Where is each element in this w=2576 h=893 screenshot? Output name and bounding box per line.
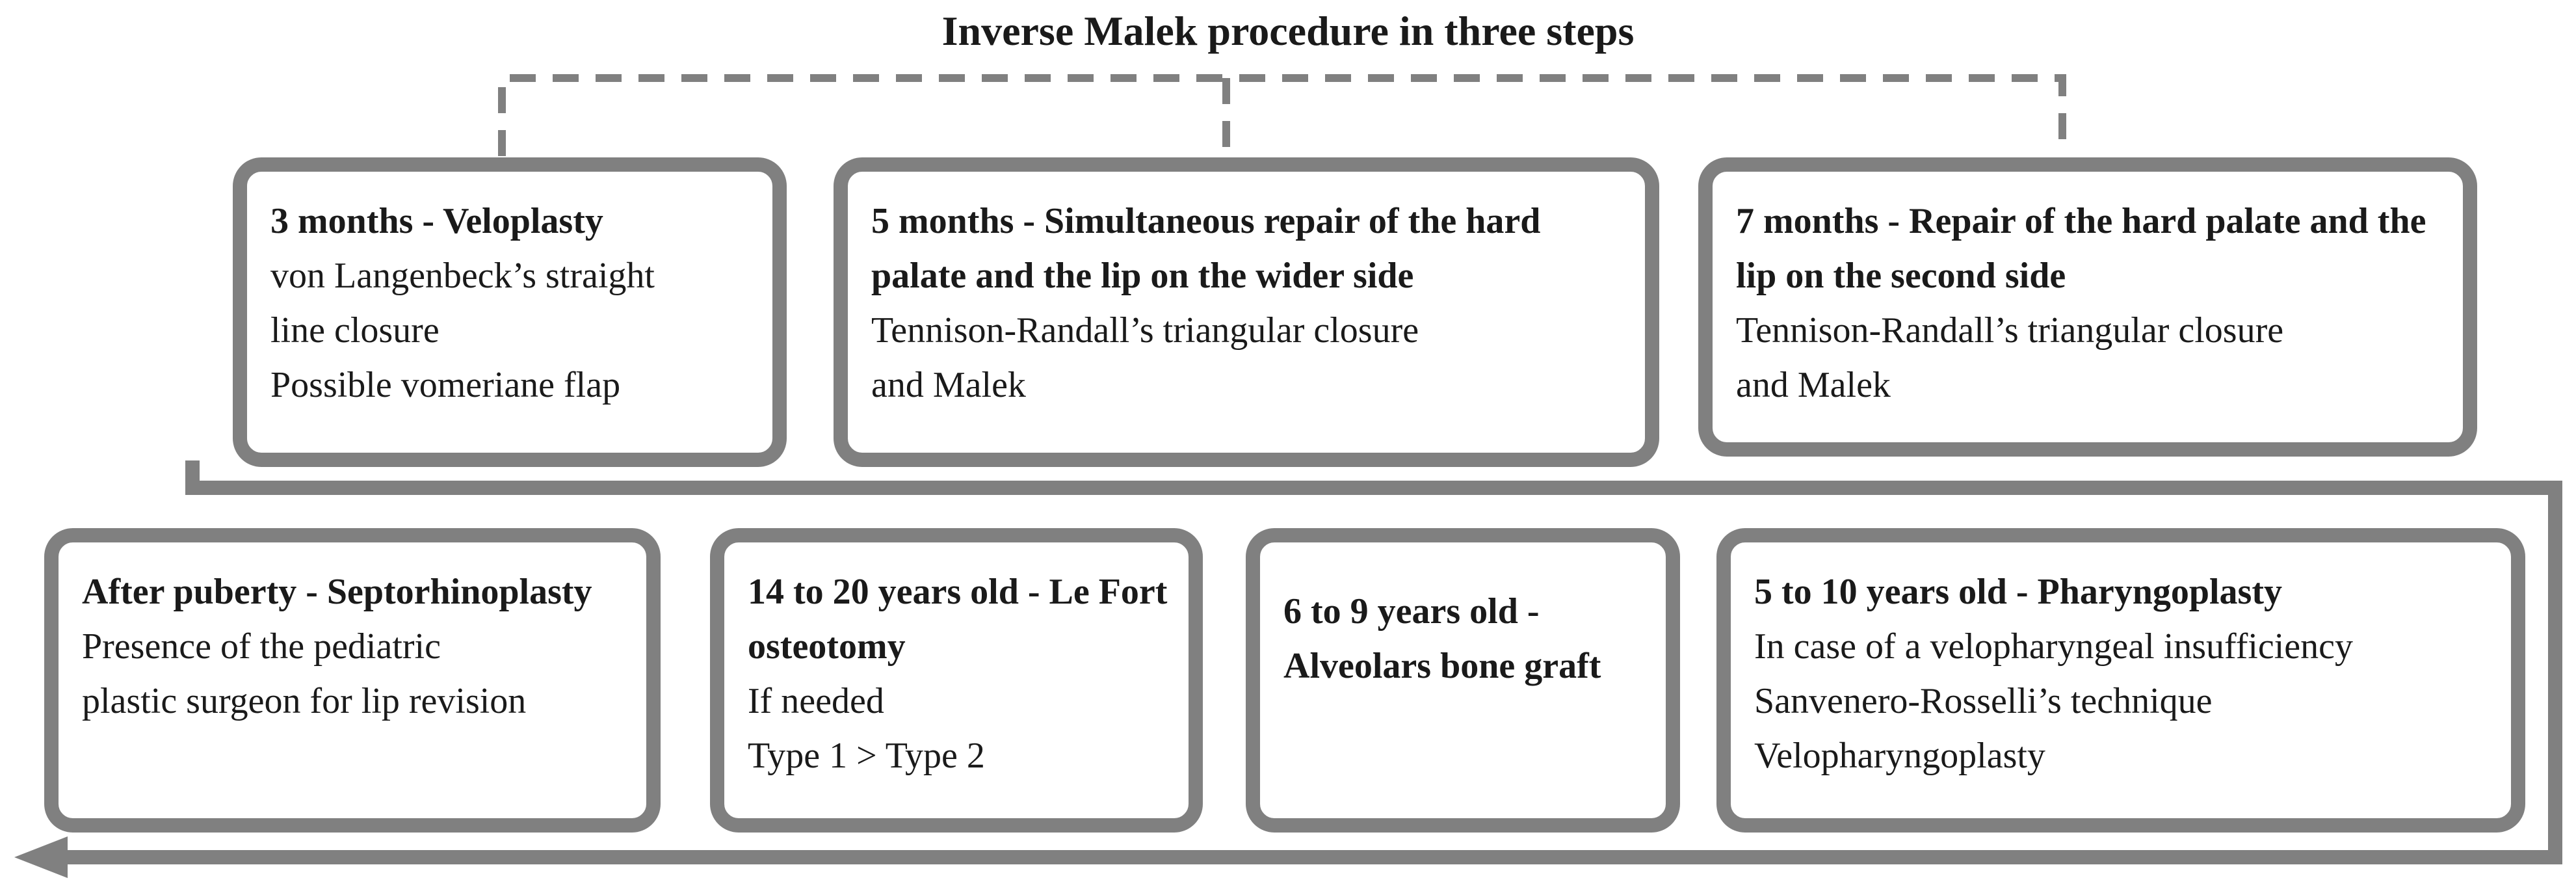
step-box-3-months	[233, 157, 787, 467]
timeline-arrowhead	[14, 836, 68, 878]
step-heading: 7 months - Repair of the hard palate and the lip on the second side	[1736, 201, 2426, 296]
step-box-6-to-9-years	[1246, 528, 1680, 833]
dashed-step-connector	[502, 78, 2062, 163]
step-detail: von Langenbeck’s straight	[270, 256, 655, 296]
step-detail: Tennison-Randall’s triangular closure	[1736, 310, 2284, 351]
step-heading: 5 months - Simultaneous repair of the hard palate and the lip on the wider side	[871, 201, 1541, 296]
step-detail: Possible vomeriane flap	[270, 365, 621, 405]
step-detail: Velopharyngoplasty	[1754, 736, 2045, 776]
step-box-14-to-20-years	[710, 528, 1203, 833]
step-detail: and Malek	[1736, 365, 1891, 405]
step-box-7-months	[1698, 157, 2477, 457]
step-detail: In case of a velopharyngeal insufficiency	[1754, 626, 2354, 667]
step-heading: 5 to 10 years old - Pharyngoplasty	[1754, 572, 2282, 612]
step-heading: 14 to 20 years old - Le Fort osteotomy	[748, 572, 1168, 667]
step-box-5-months	[834, 157, 1659, 467]
diagram-title: Inverse Malek procedure in three steps	[941, 8, 1635, 54]
step-detail: plastic surgeon for lip revision	[82, 681, 527, 721]
step-heading: 3 months - Veloplasty	[270, 201, 603, 241]
step-detail: Presence of the pediatric	[82, 626, 441, 667]
step-heading: After puberty - Septorhinoplasty	[82, 572, 592, 612]
step-box-after-puberty	[44, 528, 661, 833]
step-detail: Tennison-Randall’s triangular closure	[871, 310, 1419, 351]
step-detail: If needed	[748, 681, 884, 721]
step-detail: Type 1 > Type 2	[748, 736, 985, 776]
step-heading: 6 to 9 years old - Alveolars bone graft	[1283, 591, 1601, 686]
step-detail: and Malek	[871, 365, 1026, 405]
step-detail: line closure	[270, 310, 440, 351]
step-box-5-to-10-years	[1716, 528, 2525, 833]
step-detail: Sanvenero-Rosselli’s technique	[1754, 681, 2213, 721]
